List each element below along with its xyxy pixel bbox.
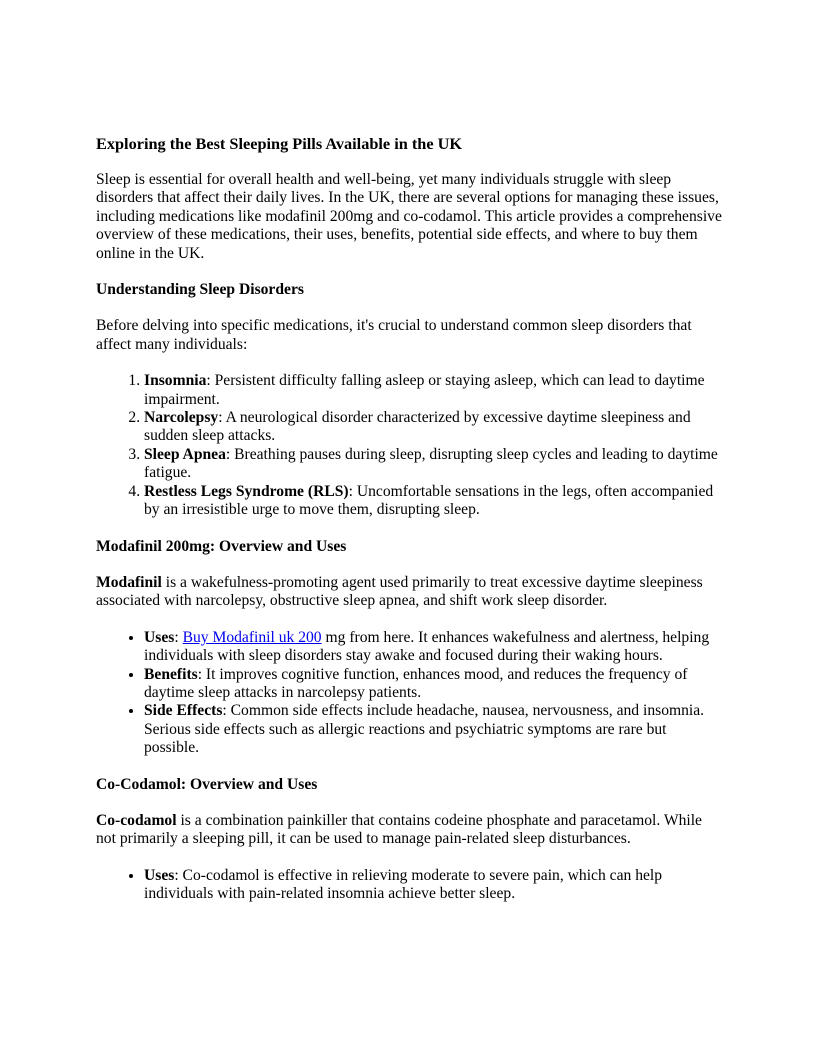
uses-term: Uses (144, 866, 175, 884)
co-codamol-description: is a combination painkiller that contains codeine phosphate and paracetamol. While not primarily a sleeping pill, it can be used to manage pain-related sleep disturbances. (96, 811, 702, 848)
list-item (144, 702, 722, 757)
co-codamol-term: Co-codamol (96, 811, 177, 829)
modafinil-paragraph (96, 574, 722, 611)
list-item-term: Narcolepsy (144, 409, 219, 427)
document-page (96, 134, 722, 904)
buy-modafinil-link[interactable]: Buy Modafinil uk 200 (182, 628, 322, 646)
co-codamol-paragraph (96, 812, 722, 849)
modafinil-list (96, 629, 722, 758)
list-item-term: Sleep Apnea (144, 445, 226, 463)
section-heading-modafinil: Modafinil 200mg: Overview and Uses (96, 537, 347, 555)
list-item-text: : A neurological disorder characterized by excessive daytime sleepiness and sudden sleep attacks. (144, 409, 691, 445)
list-item (144, 446, 722, 483)
benefits-term: Benefits (144, 665, 198, 683)
intro-paragraph: Sleep is essential for overall health and well-being, yet many individuals struggle with sleep disorders that affect their daily lives. In the UK, there are several options for managing these issues, including medications like modafinil 200mg and co-codamol. This article provides a comprehensive overview of these medications, their uses, benefits, potential side effects, and where to buy them online in the UK. (96, 171, 722, 262)
modafinil-description: is a wakefulness-promoting agent used primarily to treat excessive daytime sleepiness associated with narcolepsy, obstructive sleep apnea, and shift work sleep disorder. (96, 573, 703, 610)
sleep-disorders-list (96, 372, 722, 519)
document-title: Exploring the Best Sleeping Pills Available in the UK (96, 134, 463, 153)
uses-term: Uses (144, 628, 175, 646)
list-item-text: : Breathing pauses during sleep, disrupting sleep cycles and leading to daytime fatigue. (144, 445, 718, 482)
section-heading-co-codamol: Co-Codamol: Overview and Uses (96, 775, 318, 793)
sleep-disorders-paragraph: Before delving into specific medications, it's crucial to understand common sleep disorders that affect many individuals: (96, 317, 692, 353)
uses-separator: : (174, 628, 183, 646)
list-item (144, 372, 722, 409)
section-heading-sleep-disorders: Understanding Sleep Disorders (96, 281, 304, 299)
list-item (144, 483, 722, 520)
list-item-term: Insomnia (144, 372, 207, 390)
list-item (144, 629, 722, 666)
list-item (144, 409, 722, 446)
uses-text: mg from here. It enhances wakefulness and alertness, helping individuals with sleep disorders stay awake and focused during their waking hours. (144, 628, 710, 665)
list-item-term: Restless Legs Syndrome (RLS) (144, 482, 349, 500)
uses-text: : Co-codamol is effective in relieving moderate to severe pain, which can help individuals with pain-related insomnia achieve better sleep. (144, 866, 663, 903)
co-codamol-list (96, 867, 722, 904)
list-item (144, 867, 722, 904)
list-item (144, 666, 722, 703)
benefits-text: : It improves cognitive function, enhances mood, and reduces the frequency of daytime sleep attacks in narcolepsy patients. (144, 665, 688, 701)
list-item-text: : Uncomfortable sensations in the legs, often accompanied by an irresistible urge to move them, disrupting sleep. (144, 482, 714, 519)
modafinil-term: Modafinil (96, 573, 162, 591)
list-item-text: : Persistent difficulty falling asleep or staying asleep, which can lead to daytime impairment. (144, 372, 705, 408)
side-effects-term: Side Effects (144, 702, 223, 720)
side-effects-text: : Common side effects include headache, nausea, nervousness, and insomnia. Serious side effects such as allergic reactions and psychiatric symptoms are rare but possible. (144, 702, 705, 757)
